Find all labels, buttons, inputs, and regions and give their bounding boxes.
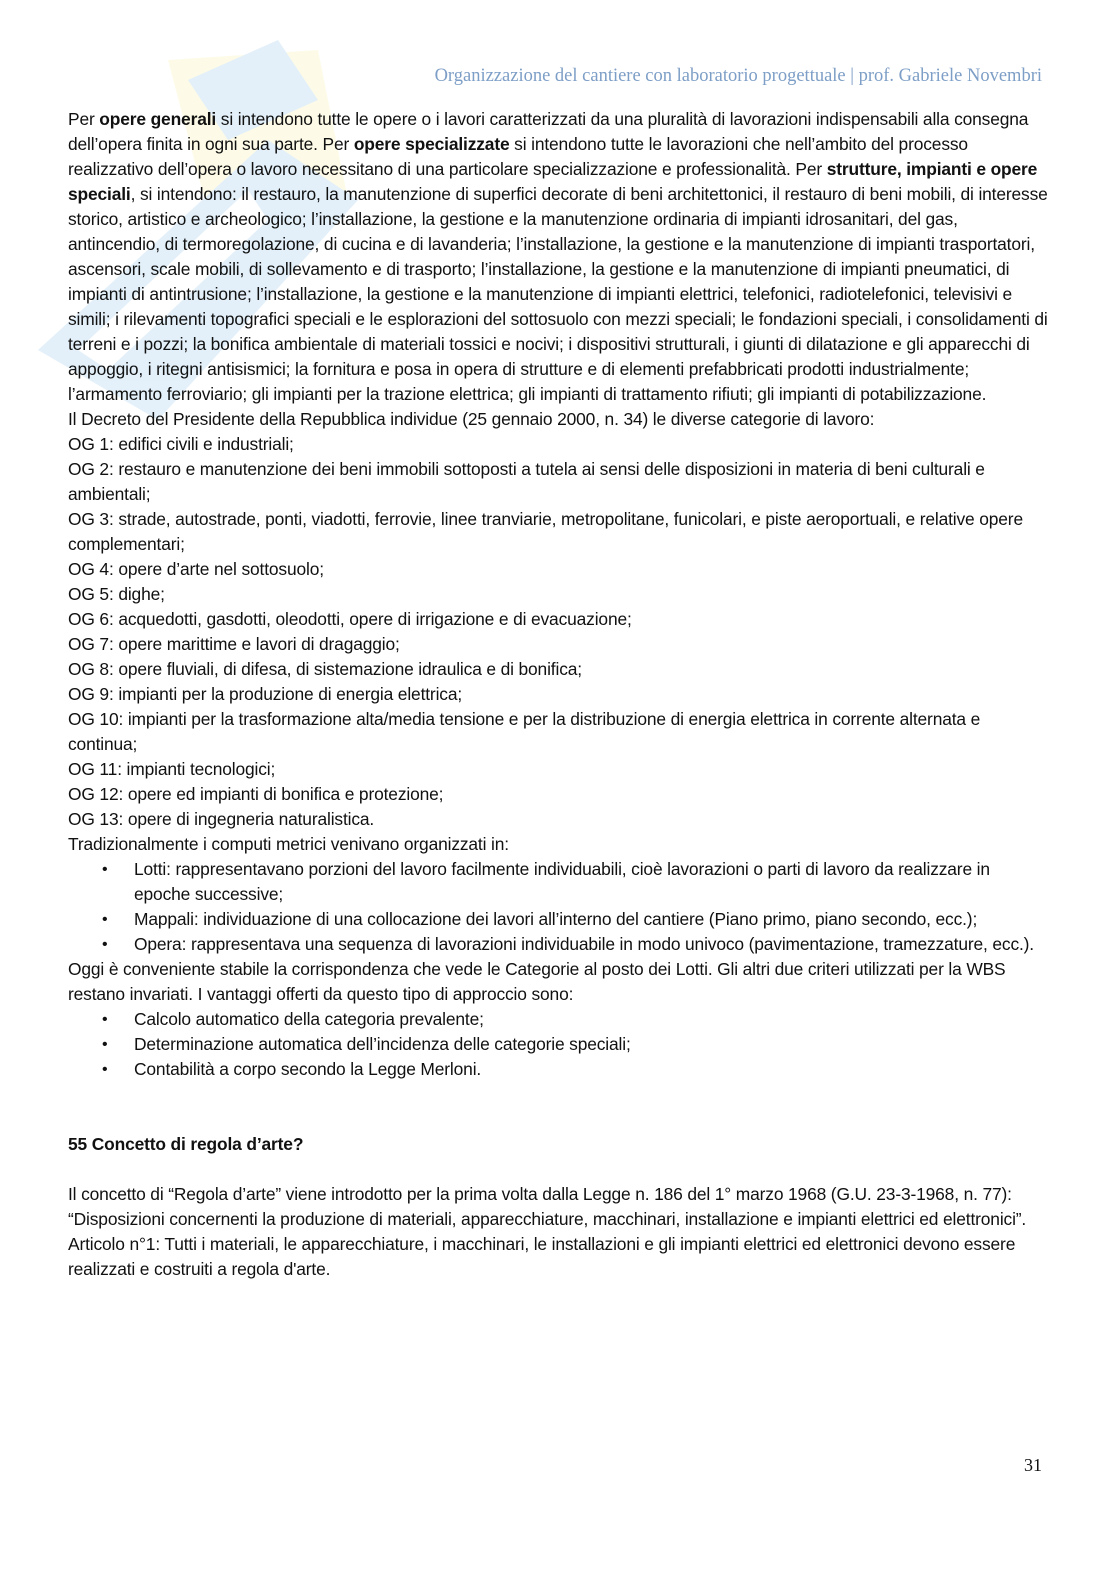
category-item: OG 5: dighe;	[68, 584, 165, 604]
advantages-bullet-list	[68, 1007, 1048, 1082]
category-item: OG 9: impianti per la produzione di energia elettrica;	[68, 684, 463, 704]
spacer	[68, 1082, 1048, 1132]
category-item: OG 3: strade, autostrade, ponti, viadotti, ferrovie, linee tranviarie, metropolitane, funicolari, e piste aeroportuali, e relative opere complementari;	[68, 509, 1023, 554]
bold-term: strutture, impianti e opere speciali	[68, 159, 1038, 204]
traditional-intro: Tradizionalmente i computi metrici venivano organizzati in:	[68, 834, 509, 854]
section-heading: 55 Concetto di regola d’arte?	[68, 1134, 304, 1154]
bullet-item: • Lotti: rappresentavano porzioni del lavoro facilmente individuabili, cioè lavorazioni o parti di lavoro da realizzare in epoche successive;	[68, 857, 1048, 907]
text-run: Per	[68, 109, 100, 129]
category-item: OG 13: opere di ingegneria naturalistica.	[68, 809, 375, 829]
category-item: OG 2: restauro e manutenzione dei beni immobili sottoposti a tutela ai sensi delle disposizioni in materia di beni culturali e ambientali;	[68, 459, 985, 504]
bullet-item: • Contabilità a corpo secondo la Legge Merloni.	[68, 1057, 1048, 1082]
document-body	[68, 107, 1048, 1282]
intro-paragraph	[68, 107, 1048, 407]
bullet-item: • Opera: rappresentava una sequenza di lavorazioni individuabile in modo univoco (pavimentazione, tramezzature, ecc.).	[68, 932, 1048, 957]
category-list	[68, 432, 1048, 832]
section-paragraph: Il concetto di “Regola d’arte” viene introdotto per la prima volta dalla Legge n. 186 del 1° marzo 1968 (G.U. 23-3-1968, n. 77): “Disposizioni concernenti la produzione di materiali, apparecchiature, macchinari, installazione e impianti elettrici ed elettronici”.	[68, 1184, 1027, 1229]
bullet-item: • Calcolo automatico della categoria prevalente;	[68, 1007, 1048, 1032]
bullet-item: • Mappali: individuazione di una collocazione dei lavori all’interno del cantiere (Piano primo, piano secondo, ecc.);	[68, 907, 1048, 932]
traditional-bullet-list	[68, 857, 1048, 957]
category-item: OG 7: opere marittime e lavori di dragaggio;	[68, 634, 400, 654]
running-header: Organizzazione del cantiere con laboratorio progettuale | prof. Gabriele Novembri	[434, 66, 1042, 86]
decree-intro: Il Decreto del Presidente della Repubblica individue (25 gennaio 2000, n. 34) le diverse categorie di lavoro:	[68, 409, 875, 429]
bullet-item: • Determinazione automatica dell’incidenza delle categorie speciali;	[68, 1032, 1048, 1057]
category-item: OG 1: edifici civili e industriali;	[68, 434, 294, 454]
today-paragraph: Oggi è conveniente stabile la corrispondenza che vede le Categorie al posto dei Lotti. Gli altri due criteri utilizzati per la WBS restano invariati. I vantaggi offerti da questo tipo di approccio sono:	[68, 959, 1006, 1004]
spacer	[68, 1157, 1048, 1182]
page-number: 31	[1024, 1455, 1042, 1475]
bold-term: opere generali	[99, 109, 217, 129]
category-item: OG 10: impianti per la trasformazione alta/media tensione e per la distribuzione di energia elettrica in corrente alternata e continua;	[68, 709, 981, 754]
category-item: OG 6: acquedotti, gasdotti, oleodotti, opere di irrigazione e di evacuazione;	[68, 609, 632, 629]
text-run: , si intendono: il restauro, la manutenzione di superfici decorate di beni architettonici, il restauro di beni mobili, di interesse storico, artistico e archeologico; l’installazione, la gestione e la manutenzione ordinaria di impianti idrosanitari, del gas, antincendio, di termoregolazione, di cucina e di lavanderia; l’installazione, la gestione e la manutenzione di impianti trasportatori, ascensori, scale mobili, di sollevamento e di trasporto; l’installazione, la gestione e la manutenzione di impianti pneumatici, di impianti di antintrusione; l’installazione, la gestione e la manutenzione di impianti elettrici, telefonici, radiotelefonici, televisivi e simili; i rilevamenti topografici speciali e le esplorazioni del sottosuolo con mezzi speciali; le fondazioni speciali, i consolidamenti di terreni e i pozzi; la bonifica ambientale di materiali tossici e nocivi; i dispositivi strutturali, i giunti di dilatazione e gli apparecchi di appoggio, i ritegni antisismici; la fornitura e posa in opera di strutture e di elementi prefabbricati prodotti industrialmente; l’armamento ferroviario; gli impianti per la trazione elettrica; gli impianti di trattamento rifiuti; gli impianti di potabilizzazione.	[68, 184, 1048, 404]
category-item: OG 12: opere ed impianti di bonifica e protezione;	[68, 784, 444, 804]
text-run: si intendono tutte le lavorazioni che nell’ambito del processo realizzativo dell’opera o lavoro necessitano di una particolare specializzazione e professionalità. Per	[68, 134, 968, 179]
article-paragraph: Articolo n°1: Tutti i materiali, le apparecchiature, i macchinari, le installazioni e gli impianti elettrici ed elettronici devono essere realizzati e costruiti a regola d'arte.	[68, 1234, 1016, 1279]
text-run: si intendono tutte le opere o i lavori caratterizzati da una pluralità di lavorazioni indispensabili alla consegna dell’opera finita in ogni sua parte. Per	[68, 109, 1029, 154]
category-item: OG 4: opere d’arte nel sottosuolo;	[68, 559, 324, 579]
category-item: OG 11: impianti tecnologici;	[68, 759, 276, 779]
bold-term: opere specializzate	[353, 134, 510, 154]
category-item: OG 8: opere fluviali, di difesa, di sistemazione idraulica e di bonifica;	[68, 659, 582, 679]
